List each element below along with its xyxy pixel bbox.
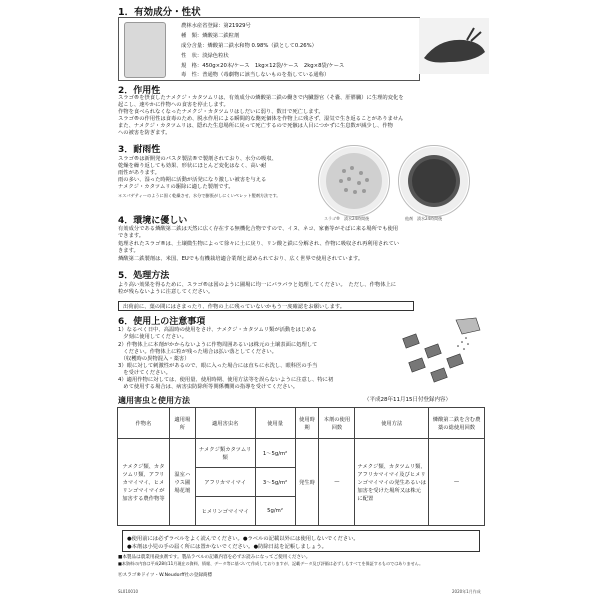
cell-amount: 3～5g/m² (255, 468, 295, 497)
caption-slugo: スラゴ® 漬水24時間後 (324, 216, 370, 221)
s6-line: （収穫時の異物混入・薬害） (118, 356, 190, 362)
s6-line: 1）なるべく日中、高温時の使用をさけ、ナメクジ・カタツムリ類が活動をはじめる (118, 327, 317, 333)
s6-line: めて使用する場合は、病害虫防除所等関係機関の指導を受けてください。 (118, 384, 299, 390)
s3-line: スラゴ®は新開発のパスタ製法®で製剤されており、水分の吸収、 (118, 156, 277, 162)
info-type: 種 類：燐酸第二鉄粒剤 (181, 33, 240, 39)
section6-heading: 6．使用上の注意事項 (118, 317, 206, 327)
cell-method: ナメクジ類、カタツムリ類、アフリカマイマイ及びヒメリンゴマイマイの発生あるいは加害を受けた場所又は株元に配置 (355, 439, 429, 526)
s3-footnote: ＊スパゲティーのように固く乾燥させ、水分で膨張がしにくいペレット製剤方法です。 (118, 193, 281, 198)
cell-total: — (429, 439, 485, 526)
warning-line: ●本剤は小児の手の届く所には置かないでください。●防除日誌を記帳しましょう。 (127, 544, 327, 550)
cell-pest: ヒメリンゴマイマイ (195, 497, 255, 526)
trademark-note: Ⓡスラゴ®ドイツ・W.Neudorff社の登録商標 (118, 573, 213, 578)
s6-line: 4）適用作物に対しては、使用量、使用時期、使用方法等を誤らないように注意し、特に初 (118, 377, 334, 383)
s3-line: 乾燥を繰り返しても効果、形状にほとんど変化はなく、高い耐 (118, 163, 267, 169)
footer-note: ■本資料の内容は平成28年11月現在の資料、情報、データ等に基づいて作成しておりますが、記載データ及び評価は必ずしもすべてを保証するものではありません。 (118, 561, 424, 566)
s6-line: 3）眼に対して刺激性があるので、眼に入った場合には直ちに水洗し、眼科医の手当 (118, 363, 318, 369)
s6-line: を受けてください。 (118, 370, 171, 376)
cell-pest: アフリカマイマイ (195, 468, 255, 497)
info-property: 性 状：淡緑色粒状 (181, 53, 229, 59)
s4-line: 処理されたスラゴ®は、土壌微生物によって徐々に土に戻り、リン酸と鉄に分解され、作物に吸収され再利用されてい (118, 241, 400, 247)
table-heading: 適用害虫と使用方法 (118, 396, 190, 405)
s4-line: 燐酸第二鉄製剤は、米国、EUでも有機栽培適合業剤と認められており、広く世界で使用されています。 (118, 256, 364, 262)
col-header: 燐酸第二鉄を含む農薬の総使用回数 (429, 408, 485, 439)
petri-dish-slugo (318, 145, 390, 217)
col-header: 適用場所 (169, 408, 195, 439)
document-code: SL010010 (118, 589, 139, 594)
col-header: 本剤の使用回数 (319, 408, 355, 439)
s2-line: への被害を防ぎます。 (118, 130, 171, 136)
shipping-notice-box: 出荷前に、葉の間にはさまったり、作物の上に残っていないかもう一度確認をお願いします。 (118, 301, 414, 311)
info-registration: 農林水産省登録：第21929号 (181, 23, 251, 29)
cell-crop: ナメクジ類、カタツムリ類、アフリカマイマイ、ヒメリンゴマイマイが加害する農作物等 (118, 439, 170, 526)
warning-line: ●使用前には必ずラベルをよく読んでください。●ラベルの記載以外には使用しないでください。 (127, 536, 359, 542)
cell-pest: ナメクジ類カタツムリ類 (195, 439, 255, 468)
col-header: 使用方法 (355, 408, 429, 439)
s2-line: 作物を食べられなくなったナメクジ・カタツムリはしだいに弱り、数日で死亡します。 (118, 109, 324, 115)
s4-line: 有効成分である燐酸第二鉄は天然に広く存在する無機化合物ですので、イヌ、ネコ、家畜等がそばに来る場所でも使用 (118, 226, 399, 232)
caption-other: 他剤 漬水24時間後 (405, 216, 443, 221)
cell-amount: 1～5g/m² (255, 439, 295, 468)
col-header: 使用量 (255, 408, 295, 439)
cell-count: — (319, 439, 355, 526)
section3-heading: 3．耐雨性 (118, 145, 161, 155)
section5-heading: 5．処理方法 (118, 271, 170, 281)
info-content: 成分含量：燐酸第二鉄水和物 0.98%（鉄として0.26%） (181, 43, 317, 49)
section1-heading: 1．有効成分・性状 (118, 7, 201, 18)
warning-box (122, 530, 480, 552)
col-header: 作物名 (118, 408, 170, 439)
cell-amount: 5g/m² (255, 497, 295, 526)
table-header-row (118, 408, 485, 439)
product-bottle-image (124, 22, 166, 78)
col-header: 適用害虫名 (195, 408, 255, 439)
section2-heading: 2．作用性 (118, 86, 161, 96)
slug-photo (419, 18, 489, 74)
document-date: 2020年1月作成 (452, 589, 481, 594)
s6-line: ください。作物体上に粒が残った場合は払い落としてください。 (118, 349, 277, 355)
s5-line: 粒が残らないように注意してください。 (118, 289, 214, 295)
table-date: （平成28年11月15日付登録内容） (364, 397, 451, 403)
s5-line: より高い効果を得るために、スラゴ®は図のように圃場に均一にバラバラと処理してください。 ただし、作物体上に (118, 282, 397, 288)
s2-line: スラゴ®の作用性は食毒のため、脱水作用による瞬間的な斃死個体を作物上に残さず、湿気で生き返ることがありません (118, 116, 404, 122)
s2-line: また、ナメクジ・カタツムリは、隠れた生息場所に戻って死亡するので死骸は人目につかずに生息数が減少し、作物 (118, 123, 393, 129)
s6-line: 2）作物体上に本剤がかからないように作物周囲あるいは株元の土壌表面に処理して (118, 342, 318, 348)
info-spec: 規 格：450g×20本/ケース 1kg×12袋/ケース 2kg×8袋/ケース (181, 63, 345, 69)
info-toxicity: 毒 性：普通物（毒劇物に該当しないものを指している通称） (181, 72, 330, 78)
product-info-box (118, 17, 420, 81)
s2-line: スラゴ®を摂食したナメクジ・カタツムリは、有効成分の燐酸第二鉄の働きで内臓器官（そ嚢、肝膵臓）に生理的変化を (118, 95, 404, 101)
petri-dish-other (398, 145, 470, 217)
s3-line: ナメクジ・カタツムリの駆除に適した製剤です。 (118, 184, 234, 190)
s6-line: 夕刻に使用してください。 (118, 334, 187, 340)
application-table (117, 407, 485, 526)
s4-line: できます。 (118, 233, 145, 239)
cell-timing: 発生時 (295, 439, 319, 526)
s3-line: 雨の多い、湿った時期に活動が活発になり激しい被害を与える (118, 177, 267, 183)
col-header: 使用時期 (295, 408, 319, 439)
section4-heading: 4．環境に優しい (118, 216, 188, 226)
application-illustration (396, 316, 486, 390)
s3-line: 雨性があります。 (118, 170, 160, 176)
footer-note: ■本製品は農業用殺虫剤です。製品ラベルの記載内容を必ずお読みになってご使用ください。 (118, 555, 311, 560)
cell-place: 温室ハウス圃場花壇 (169, 439, 195, 526)
s2-line: 起こし、速やかに作物への食害を停止します。 (118, 102, 229, 108)
s4-line: きます。 (118, 248, 139, 254)
table-row (118, 439, 485, 468)
